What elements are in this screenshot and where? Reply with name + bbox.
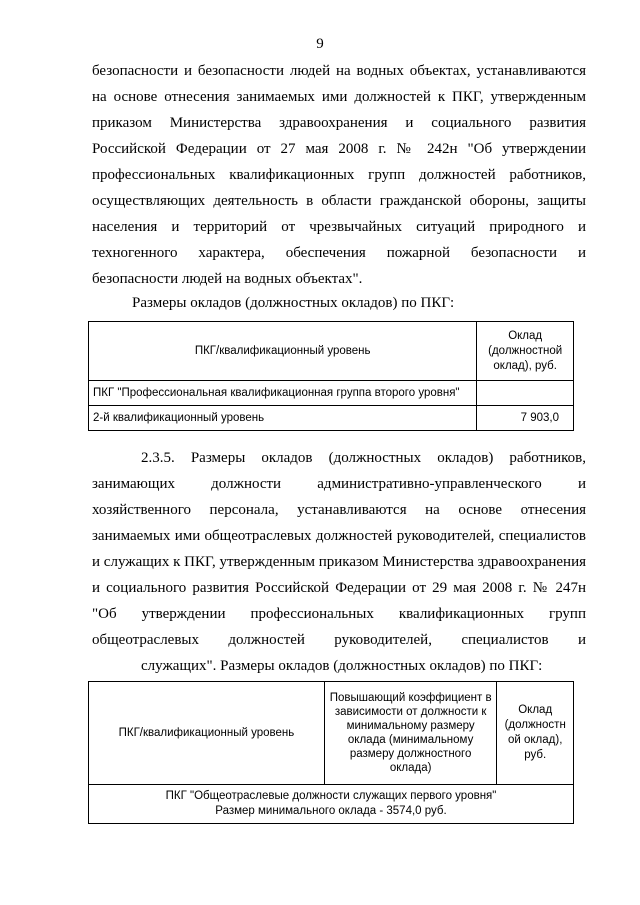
- header-qualification-level: ПКГ/квалификационный уровень: [89, 322, 477, 381]
- paragraph-body: 2.3.5. Размеры окладов (должностных окладов) работников, занимающих должности административно-управленческого и хозяйственного персонала, устанавливаются на основе отнесения занимаемых ими общеотраслевых должностей руководителей, специалистов и служащих к ПКГ, утвержденным приказом Министерства здравоохранения и социального развития Российской Федерации от 29 мая 2008 г. № 247н "Об утверждении профессиональных квалификационных групп общеотраслевых должностей руководителей, специалистов и: [92, 450, 586, 648]
- table-row: [89, 406, 574, 431]
- salary-value: 7 903,0: [477, 406, 574, 431]
- qualification-level: 2-й квалификационный уровень: [89, 406, 477, 431]
- page-number: 9: [316, 36, 324, 52]
- empty-cell: [477, 381, 574, 406]
- table-caption: Размеры окладов (должностных окладов) по ПКГ:: [132, 295, 455, 311]
- paragraph-body: безопасности и безопасности людей на водных объектах, устанавливаются на основе отнесения занимаемых ими должностей к ПКГ, утвержденным приказом Министерства здравоохранения и социального развития Российской Федерации от 27 мая 2008 г. № 242н "Об утверждении профессиональных квалификационных групп должностей работников, осуществляющих деятельность в области гражданской обороны, защиты населения и территорий от чрезвычайных ситуаций природного и техногенного характера, обеспечения пожарной безопасности и: [92, 63, 586, 261]
- paragraph-last-line: служащих". Размеры окладов (должностных окладов) по ПКГ:: [141, 658, 543, 674]
- header-qualification-level: ПКГ/квалификационный уровень: [89, 682, 325, 785]
- salary-table-general-staff: [88, 681, 574, 824]
- table-header-row: [89, 682, 574, 785]
- table-row: [89, 381, 574, 406]
- paragraph-last-line: безопасности людей на водных объектах".: [92, 271, 363, 287]
- header-salary: Оклад (должностн ой оклад), руб.: [497, 682, 574, 785]
- pkg-group-name: ПКГ "Профессиональная квалификационная группа второго уровня": [89, 381, 477, 406]
- table-row: [89, 785, 574, 824]
- header-salary: Оклад (должностной оклад), руб.: [477, 322, 574, 381]
- paragraph-pkg-civil-defense: [92, 58, 586, 292]
- paragraph-2-3-5: [92, 445, 586, 679]
- header-coefficient: Повышающий коэффициент в зависимости от должности к минимальному размеру оклада (минимальному размеру должностного оклада): [324, 682, 497, 785]
- pkg-group-cell: [89, 785, 574, 824]
- salary-table-civil-defense: [88, 321, 574, 431]
- minimum-salary-note: Размер минимального оклада - 3574,0 руб.: [215, 805, 447, 817]
- pkg-group-name: ПКГ "Общеотраслевые должности служащих первого уровня": [165, 790, 497, 802]
- table-header-row: [89, 322, 574, 381]
